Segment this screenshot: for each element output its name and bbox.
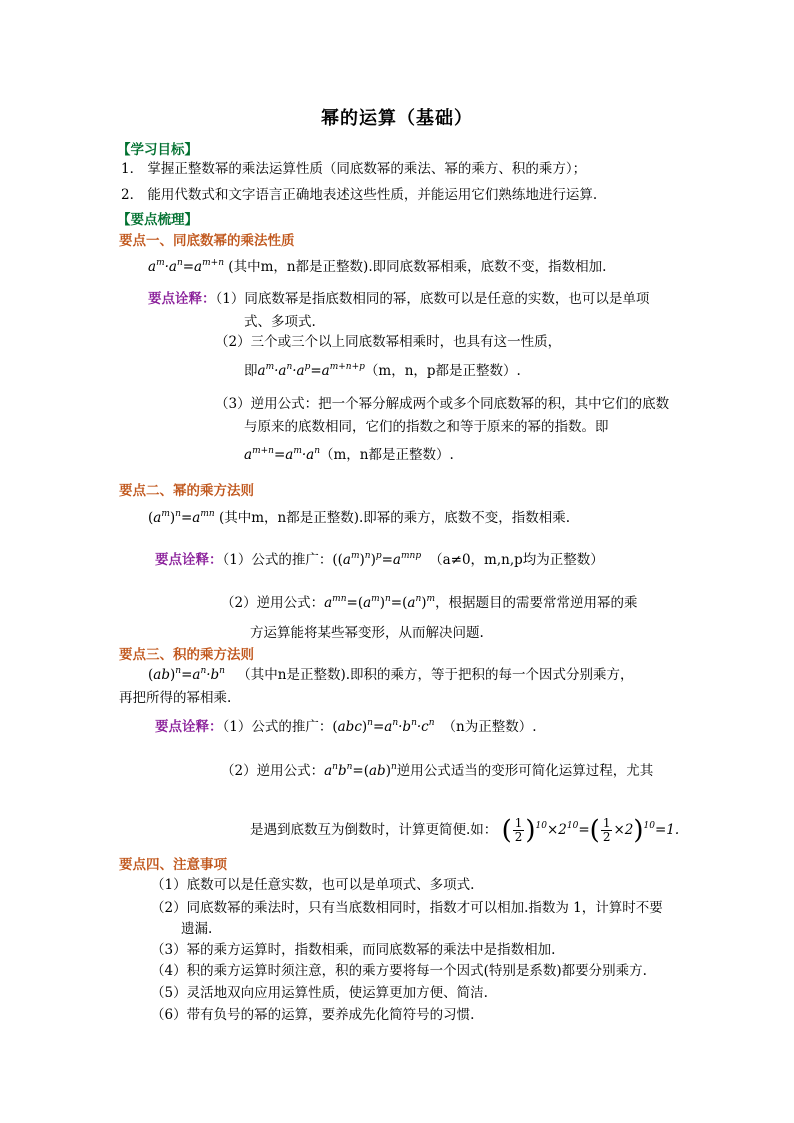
- key-points-heading: 【要点梳理】: [117, 212, 198, 228]
- point4-item-5: （5）灵活地双向应用运算性质，使运算更加方便、简洁.: [151, 985, 488, 1001]
- point4-item-1: （1）底数可以是任意实数，也可以是单项式、多项式.: [151, 877, 475, 893]
- formula-reciprocal-example: ( $\frac{1}{2}$ )$^{10}\times 2^{10}=$( $\frac{1}{2}$ ×2)$^{10}$=1.: [501, 815, 680, 846]
- point3-note2-example-text: 是遇到底数互为倒数时，计算更简便.如：: [250, 822, 498, 838]
- goal-item-2: 2． 能用代数式和文字语言正确地表述这些性质，并能运用它们熟练地进行运算.: [121, 187, 598, 203]
- point3-rule-text: （其中n是正整数).即积的乘方，等于把积的每一个因式分别乘方，: [237, 667, 634, 683]
- formula-reverse-product: $a^nb^n=(ab)^n$: [324, 762, 397, 779]
- point2-heading: 要点二、幂的乘方法则: [119, 483, 254, 499]
- point3-note2-suffix: 逆用公式适当的变形可简化运算过程，尤其: [396, 763, 654, 779]
- point1-note3-line2: 与原来的底数相同，它们的指数之和等于原来的幂的指数。即: [244, 419, 609, 435]
- point2-note2-suffix: ，根据题目的需要常常逆用幂的乘: [435, 595, 638, 611]
- point2-note1-suffix: （a≠0，m,n,p均为正整数）: [429, 552, 604, 568]
- point1-note2-prefix: 即: [244, 363, 258, 379]
- point3-note1: [155, 718, 537, 736]
- point2-note2-prefix: （2）逆用公式：: [221, 595, 325, 611]
- point3-note2-line1: [221, 762, 653, 780]
- point2-rule: [148, 509, 570, 527]
- formula-power-of-power: $(a^m)^n=a^{mn}$: [148, 509, 215, 526]
- note-label: 要点诠释：: [155, 719, 223, 735]
- point1-note3-line1: （3）逆用公式：把一个幂分解成两个或多个同底数幂的积，其中它们的底数: [215, 396, 670, 412]
- point1-note2-suffix: （m，n，p都是正整数）.: [364, 363, 521, 379]
- formula-three-powers: $a^m\cdot a^n\cdot a^p=a^{m+n+p}$: [257, 362, 365, 379]
- formula-reverse-power: $a^{mn}=(a^m)^n=(a^n)^m$: [324, 594, 436, 611]
- formula-power-chain: $((a^m)^n)^p=a^{mnp}$: [332, 551, 422, 568]
- point3-rule-line1: [148, 666, 634, 684]
- point4-item-3: （3）幂的乘方运算时，指数相乘，而同底数幂的乘法中是指数相加.: [151, 942, 556, 958]
- formula-same-base-multiplication: $a^m\cdot a^n=a^{m+n}$: [148, 258, 224, 275]
- point4-heading: 要点四、注意事项: [119, 857, 227, 873]
- formula-product-chain: $(abc)^n=a^n\cdot b^n\cdot c^n$: [332, 718, 435, 735]
- point1-note2-line2: [244, 362, 521, 380]
- point2-rule-text: (其中m，n都是正整数).即幂的乘方，底数不变，指数相乘.: [218, 510, 571, 526]
- point3-note2-line2: [250, 810, 679, 850]
- point3-heading: 要点三、积的乘方法则: [119, 647, 254, 663]
- point2-note2-line1: [221, 594, 638, 612]
- point1-rule: [148, 258, 606, 276]
- note-label: 要点诠释：: [155, 552, 223, 568]
- note-label: 要点诠释：: [148, 291, 216, 307]
- page-title: 幂的运算（基础）: [321, 108, 473, 129]
- point3-note1-suffix: （n为正整数）.: [442, 719, 537, 735]
- point4-item-4: （4）积的乘方运算时须注意，积的乘方要将每一个因式(特别是系数)都要分别乘方.: [151, 963, 647, 979]
- point3-note1-prefix: （1）公式的推广：: [222, 719, 333, 735]
- point1-note1-line1: [148, 290, 649, 308]
- point2-note1: [155, 551, 604, 569]
- point2-note1-prefix: （1）公式的推广：: [222, 552, 333, 568]
- point1-note2-line1: （2）三个或三个以上同底数幂相乘时，也具有这一性质，: [215, 334, 562, 350]
- point4-item-2: （2）同底数幂的乘法时，只有当底数相同时，指数才可以相加.指数为 1，计算时不要: [151, 900, 663, 916]
- point1-note3-suffix: （m，n都是正整数）.: [320, 447, 454, 463]
- point1-note1-text: （1）同底数幂是指底数相同的幂，底数可以是任意的实数，也可以是单项: [215, 291, 650, 307]
- learning-goals-heading: 【学习目标】: [117, 142, 198, 158]
- point3-rule-line2: 再把所得的幂相乘.: [119, 690, 232, 706]
- formula-power-of-product: $(ab)^n=a^n\cdot b^n$: [148, 666, 225, 683]
- point3-note2-prefix: （2）逆用公式：: [221, 763, 325, 779]
- point2-note2-line2: 方运算能将某些幂变形，从而解决问题.: [250, 625, 484, 641]
- point1-heading: 要点一、同底数幂的乘法性质: [119, 233, 295, 249]
- goal-item-1: 1． 掌握正整数幂的乘法运算性质（同底数幂的乘法、幂的乘方、积的乘方）；: [121, 161, 587, 177]
- point4-item-2-cont: 遗漏.: [181, 921, 213, 937]
- point1-note3-line3: [244, 446, 454, 464]
- point1-note1-line2: 式、多项式.: [244, 314, 316, 330]
- formula-reverse-multiplication: $a^{m+n}=a^m\cdot a^n$: [244, 446, 320, 463]
- point1-rule-text: (其中m，n都是正整数).即同底数幂相乘，底数不变，指数相加.: [228, 259, 607, 275]
- point4-item-6: （6）带有负号的幂的运算，要养成先化简符号的习惯.: [151, 1007, 475, 1023]
